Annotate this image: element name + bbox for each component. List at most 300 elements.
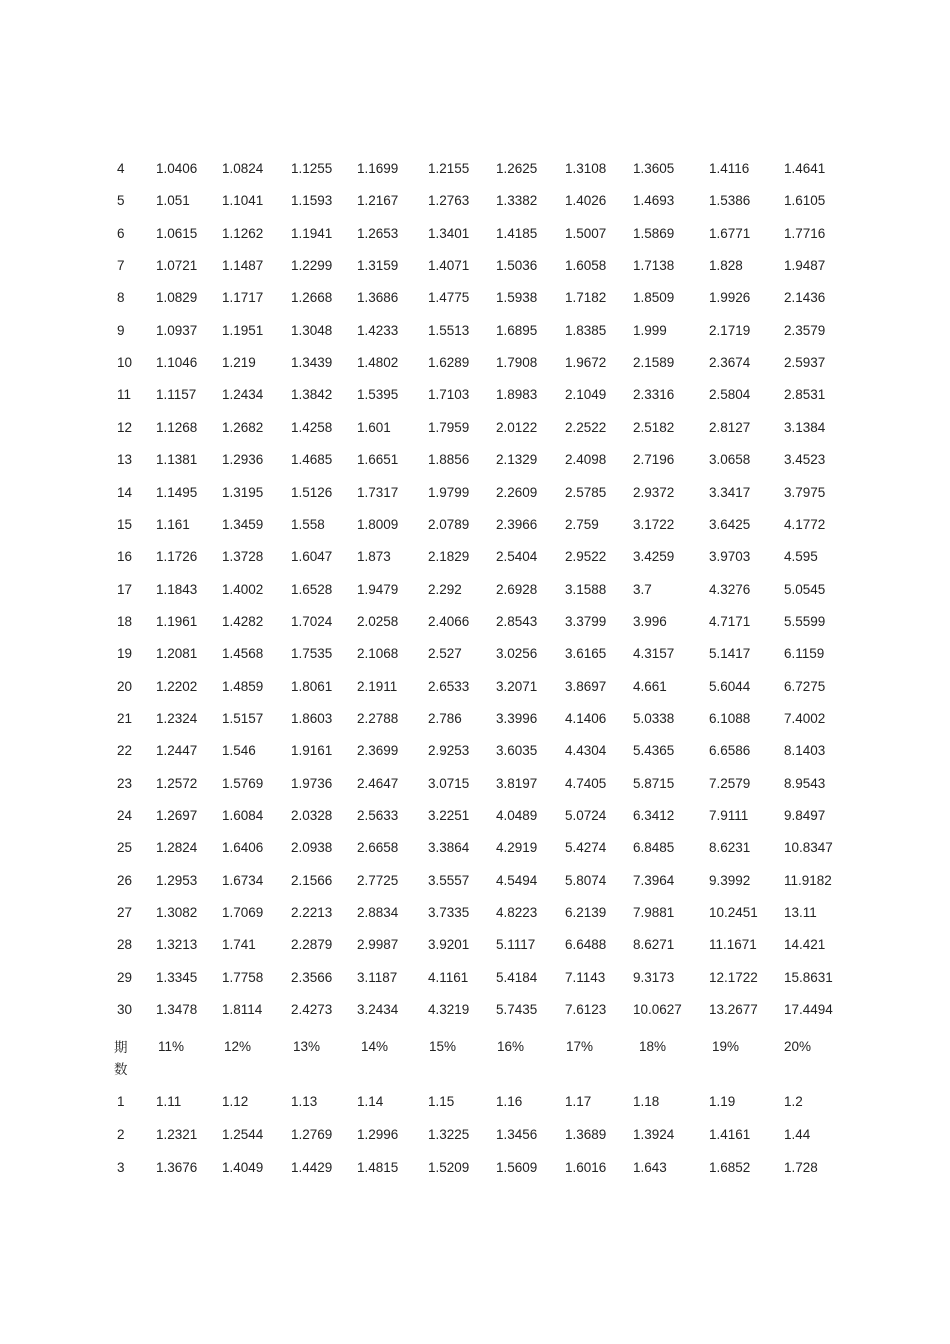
factor-cell: 1.0721 <box>156 258 198 274</box>
factor-cell: 1.3401 <box>428 225 470 241</box>
factor-cell: 1.7182 <box>565 290 607 306</box>
factor-cell: 1.4049 <box>222 1159 264 1175</box>
factor-cell: 1.3108 <box>565 161 607 176</box>
table-row <box>0 903 950 923</box>
period-header-line2: 数 <box>114 1062 128 1077</box>
factor-cell: 13.11 <box>784 905 817 921</box>
factor-cell: 3.8197 <box>496 775 538 791</box>
header-row <box>0 1037 950 1083</box>
factor-cell: 1.6406 <box>222 840 264 856</box>
factor-cell: 1.5126 <box>291 484 333 500</box>
factor-cell: 1.4116 <box>709 161 750 176</box>
factor-cell: 1.3048 <box>291 322 333 338</box>
factor-cell: 3.1187 <box>357 969 398 985</box>
factor-cell: 2.5633 <box>357 808 399 823</box>
factor-cell: 2.6928 <box>496 581 538 597</box>
factor-cell: 1.7716 <box>784 225 826 241</box>
factor-cell: 8.6271 <box>633 937 675 953</box>
factor-cell: 1.1381 <box>156 452 198 468</box>
factor-cell: 4.2919 <box>496 840 538 856</box>
factor-cell: 1.2668 <box>291 290 333 306</box>
period-cell: 25 <box>117 840 133 856</box>
period-cell: 19 <box>117 646 133 662</box>
rate-header-cell: 17% <box>566 1039 594 1054</box>
factor-cell: 1.4429 <box>291 1159 333 1175</box>
factor-cell: 1.5938 <box>496 290 538 306</box>
factor-cell: 1.3842 <box>291 387 333 403</box>
table-row <box>0 385 950 405</box>
factor-cell: 1.0824 <box>222 161 264 176</box>
factor-cell: 2.8127 <box>709 419 751 435</box>
table-row <box>0 256 950 276</box>
factor-cell: 5.4365 <box>633 743 675 759</box>
factor-cell: 1.9161 <box>291 743 333 759</box>
factor-cell: 1.5869 <box>633 225 675 241</box>
factor-cell: 2.0938 <box>291 840 333 856</box>
factor-cell: 7.6123 <box>565 1002 607 1018</box>
period-cell: 7 <box>117 258 125 274</box>
factor-cell: 2.3566 <box>291 969 333 985</box>
factor-cell: 6.7275 <box>784 678 826 694</box>
factor-cell: 4.7405 <box>565 775 607 791</box>
factor-cell: 1.6895 <box>496 322 538 338</box>
factor-cell: 1.12 <box>222 1094 249 1109</box>
rate-header-cell: 13% <box>293 1039 321 1054</box>
factor-cell: 1.3082 <box>156 905 198 921</box>
table-row <box>0 612 950 632</box>
factor-cell: 1.4859 <box>222 678 264 694</box>
factor-cell: 2.3579 <box>784 322 826 338</box>
factor-cell: 2.2879 <box>291 937 333 953</box>
table-row <box>0 515 950 535</box>
factor-cell: 3.6035 <box>496 743 538 759</box>
factor-cell: 6.2139 <box>565 905 607 921</box>
factor-cell: 1.3345 <box>156 969 198 985</box>
factor-cell: 12.1722 <box>709 969 758 985</box>
factor-cell: 3.9703 <box>709 549 751 565</box>
factor-cell: 1.6289 <box>428 355 470 371</box>
factor-cell: 5.6044 <box>709 678 751 694</box>
factor-cell: 1.8114 <box>222 1002 263 1018</box>
factor-cell: 3.7335 <box>428 905 470 921</box>
factor-cell: 1.0829 <box>156 290 198 306</box>
table-row <box>0 968 950 988</box>
table-row <box>0 709 950 729</box>
period-cell: 5 <box>117 193 125 209</box>
factor-cell: 1.8856 <box>428 452 470 468</box>
table-row <box>0 644 950 664</box>
factor-cell: 1.8603 <box>291 710 333 726</box>
factor-cell: 3.0256 <box>496 646 538 662</box>
factor-cell: 3.1588 <box>565 581 607 597</box>
factor-cell: 1.2324 <box>156 710 198 726</box>
factor-cell: 2.9987 <box>357 937 399 953</box>
rate-header-cell: 16% <box>497 1039 525 1054</box>
factor-cell: 10.2451 <box>709 905 758 921</box>
factor-cell: 1.4161 <box>709 1126 751 1142</box>
period-cell: 15 <box>117 516 133 532</box>
factor-cell: 1.1262 <box>222 225 264 241</box>
factor-cell: 1.18 <box>633 1094 660 1109</box>
factor-cell: 7.3964 <box>633 872 675 888</box>
factor-cell: 1.2081 <box>156 646 198 662</box>
factor-cell: 2.1436 <box>784 290 826 306</box>
factor-cell: 2.7725 <box>357 872 399 888</box>
period-cell: 9 <box>117 322 125 338</box>
factor-cell: 1.2763 <box>428 193 470 209</box>
table-row <box>0 353 950 373</box>
factor-cell: 3.9201 <box>428 937 470 953</box>
factor-cell: 1.9479 <box>357 581 399 597</box>
factor-cell: 2.1068 <box>357 646 399 662</box>
factor-cell: 1.2299 <box>291 258 333 274</box>
factor-cell: 1.8009 <box>357 516 399 532</box>
factor-cell: 5.0338 <box>633 710 675 726</box>
factor-cell: 3.2251 <box>428 808 470 823</box>
factor-cell: 3.3417 <box>709 484 751 500</box>
rate-header-cell: 18% <box>639 1039 667 1054</box>
table-row <box>0 224 950 244</box>
factor-cell: 1.741 <box>222 937 256 953</box>
factor-cell: 11.9182 <box>784 872 832 888</box>
factor-cell: 1.16 <box>496 1094 523 1109</box>
period-cell: 21 <box>117 710 133 726</box>
table-row <box>0 741 950 761</box>
factor-cell: 1.7024 <box>291 613 333 629</box>
factor-cell: 1.5513 <box>428 322 470 338</box>
factor-cell: 1.2544 <box>222 1126 264 1142</box>
factor-cell: 1.0406 <box>156 161 198 176</box>
factor-cell: 1.6016 <box>565 1159 607 1175</box>
factor-cell: 1.9799 <box>428 484 470 500</box>
factor-cell: 9.3992 <box>709 872 751 888</box>
factor-cell: 3.2071 <box>496 678 538 694</box>
factor-cell: 13.2677 <box>709 1002 758 1018</box>
period-cell: 24 <box>117 808 133 823</box>
factor-cell: 2.5404 <box>496 549 538 565</box>
factor-cell: 1.1699 <box>357 161 399 176</box>
factor-cell: 1.2682 <box>222 419 264 435</box>
factor-cell: 3.5557 <box>428 872 470 888</box>
factor-cell: 7.4002 <box>784 710 826 726</box>
factor-cell: 2.2609 <box>496 484 538 500</box>
factor-cell: 4.0489 <box>496 808 538 823</box>
factor-cell: 2.8531 <box>784 387 826 403</box>
table-row <box>0 191 950 211</box>
table-row <box>0 1000 950 1020</box>
factor-cell: 1.5386 <box>709 193 751 209</box>
period-cell: 3 <box>117 1159 125 1175</box>
factor-cell: 1.3689 <box>565 1126 607 1142</box>
factor-cell: 1.15 <box>428 1094 455 1109</box>
factor-cell: 11.1671 <box>709 937 757 953</box>
factor-cell: 6.3412 <box>633 808 675 823</box>
period-cell: 11 <box>117 387 132 403</box>
factor-cell: 1.2824 <box>156 840 198 856</box>
factor-cell: 2.0258 <box>357 613 399 629</box>
factor-cell: 2.6533 <box>428 678 470 694</box>
factor-cell: 4.3219 <box>428 1002 470 1018</box>
factor-cell: 1.1717 <box>222 290 264 306</box>
factor-cell: 5.7435 <box>496 1002 538 1018</box>
period-cell: 29 <box>117 969 133 985</box>
table-row <box>0 159 950 179</box>
factor-cell: 4.1406 <box>565 710 607 726</box>
factor-cell: 5.0545 <box>784 581 826 597</box>
table-row <box>0 774 950 794</box>
factor-cell: 4.7171 <box>709 613 751 629</box>
factor-cell: 1.19 <box>709 1094 736 1109</box>
factor-cell: 1.2996 <box>357 1126 399 1142</box>
factor-cell: 1.0937 <box>156 322 198 338</box>
factor-cell: 2.1589 <box>633 355 675 371</box>
factor-cell: 1.3924 <box>633 1126 675 1142</box>
factor-cell: 1.643 <box>633 1159 667 1175</box>
factor-cell: 1.7959 <box>428 419 470 435</box>
factor-cell: 5.4184 <box>496 969 538 985</box>
factor-cell: 8.6231 <box>709 840 751 856</box>
factor-cell: 7.2579 <box>709 775 751 791</box>
factor-cell: 3.1384 <box>784 419 826 435</box>
factor-cell: 1.5395 <box>357 387 399 403</box>
factor-cell: 1.3686 <box>357 290 399 306</box>
factor-cell: 3.3864 <box>428 840 470 856</box>
period-cell: 1 <box>117 1094 125 1109</box>
factor-cell: 1.3159 <box>357 258 399 274</box>
factor-cell: 1.14 <box>357 1094 384 1109</box>
factor-cell: 1.4233 <box>357 322 399 338</box>
factor-cell: 1.2653 <box>357 225 399 241</box>
factor-cell: 2.5804 <box>709 387 751 403</box>
factor-cell: 15.8631 <box>784 969 833 985</box>
rate-header-cell: 11% <box>158 1039 185 1054</box>
factor-cell: 1.7103 <box>428 387 470 403</box>
factor-cell: 2.3966 <box>496 516 538 532</box>
factor-cell: 1.5209 <box>428 1159 470 1175</box>
factor-cell: 1.7138 <box>633 258 675 274</box>
factor-cell: 1.5157 <box>222 710 264 726</box>
rate-header-cell: 14% <box>361 1039 389 1054</box>
factor-cell: 1.161 <box>156 516 190 532</box>
factor-cell: 2.4066 <box>428 613 470 629</box>
factor-cell: 1.999 <box>633 322 667 338</box>
factor-cell: 1.3382 <box>496 193 538 209</box>
factor-cell: 2.1719 <box>709 322 751 338</box>
factor-cell: 2.2522 <box>565 419 607 435</box>
period-header <box>114 1037 134 1081</box>
factor-cell: 2.1829 <box>428 549 470 565</box>
factor-cell: 5.1117 <box>496 937 536 953</box>
factor-cell: 1.7758 <box>222 969 264 985</box>
factor-cell: 5.5599 <box>784 613 826 629</box>
period-cell: 16 <box>117 549 133 565</box>
factor-cell: 17.4494 <box>784 1002 833 1018</box>
factor-cell: 3.7 <box>633 581 652 597</box>
factor-cell: 1.7317 <box>357 484 399 500</box>
factor-cell: 2.2788 <box>357 710 399 726</box>
factor-cell: 3.4523 <box>784 452 826 468</box>
factor-cell: 5.1417 <box>709 646 751 662</box>
period-cell: 26 <box>117 872 133 888</box>
factor-cell: 1.4002 <box>222 581 264 597</box>
factor-cell: 2.9253 <box>428 743 470 759</box>
factor-cell: 1.6734 <box>222 872 264 888</box>
factor-cell: 1.3478 <box>156 1002 198 1018</box>
factor-cell: 5.8074 <box>565 872 607 888</box>
factor-cell: 3.4259 <box>633 549 675 565</box>
factor-cell: 1.3456 <box>496 1126 538 1142</box>
factor-cell: 2.6658 <box>357 840 399 856</box>
factor-cell: 1.6528 <box>291 581 333 597</box>
period-cell: 30 <box>117 1002 133 1018</box>
factor-cell: 1.3439 <box>291 355 333 371</box>
factor-cell: 9.8497 <box>784 808 826 823</box>
factor-cell: 4.1161 <box>428 969 469 985</box>
factor-cell: 2.9522 <box>565 549 607 565</box>
factor-cell: 7.9881 <box>633 905 675 921</box>
factor-cell: 1.558 <box>291 516 325 532</box>
rate-header-cell: 19% <box>712 1039 740 1054</box>
factor-cell: 3.6425 <box>709 516 751 532</box>
factor-cell: 2.1329 <box>496 452 538 468</box>
factor-cell: 1.1941 <box>291 225 333 241</box>
factor-cell: 1.9736 <box>291 775 333 791</box>
factor-cell: 1.4641 <box>784 161 826 176</box>
table-row <box>0 547 950 567</box>
period-cell: 8 <box>117 290 125 306</box>
table-row <box>0 806 950 826</box>
factor-cell: 1.44 <box>784 1126 811 1142</box>
factor-cell: 1.1961 <box>156 613 198 629</box>
factor-cell: 4.1772 <box>784 516 826 532</box>
factor-cell: 8.9543 <box>784 775 826 791</box>
table-row <box>0 321 950 341</box>
factor-cell: 1.6651 <box>357 452 399 468</box>
factor-cell: 1.4693 <box>633 193 675 209</box>
factor-cell: 1.1593 <box>291 193 333 209</box>
factor-cell: 2.5785 <box>565 484 607 500</box>
period-cell: 23 <box>117 775 133 791</box>
factor-cell: 3.996 <box>633 613 667 629</box>
table-row <box>0 450 950 470</box>
factor-cell: 1.4185 <box>496 225 538 241</box>
factor-cell: 1.1495 <box>156 484 198 500</box>
factor-cell: 1.0615 <box>156 225 198 241</box>
table-row <box>0 580 950 600</box>
factor-cell: 4.3276 <box>709 581 751 597</box>
period-cell: 17 <box>117 581 133 597</box>
factor-cell: 3.6165 <box>565 646 607 662</box>
period-cell: 12 <box>117 419 133 435</box>
factor-cell: 9.3173 <box>633 969 675 985</box>
table-row <box>0 677 950 697</box>
factor-cell: 2.527 <box>428 646 462 662</box>
factor-cell: 1.7069 <box>222 905 264 921</box>
factor-cell: 1.4258 <box>291 419 333 435</box>
factor-cell: 1.6771 <box>709 225 751 241</box>
factor-cell: 3.3799 <box>565 613 607 629</box>
rate-header-cell: 20% <box>784 1039 812 1054</box>
factor-cell: 5.0724 <box>565 808 607 823</box>
period-cell: 28 <box>117 937 133 953</box>
factor-cell: 1.2321 <box>156 1126 198 1142</box>
factor-cell: 1.3605 <box>633 161 675 176</box>
period-cell: 13 <box>117 452 133 468</box>
factor-cell: 2.8834 <box>357 905 399 921</box>
period-header-line1: 期 <box>114 1040 128 1055</box>
factor-cell: 1.1041 <box>222 193 264 209</box>
factor-cell: 1.2447 <box>156 743 198 759</box>
factor-cell: 7.9111 <box>709 808 749 823</box>
factor-cell: 1.11 <box>156 1094 182 1109</box>
factor-cell: 1.3195 <box>222 484 264 500</box>
factor-cell: 1.828 <box>709 258 743 274</box>
table-row <box>0 871 950 891</box>
factor-cell: 1.17 <box>565 1094 592 1109</box>
table-row <box>0 418 950 438</box>
factor-cell: 1.4685 <box>291 452 333 468</box>
factor-cell: 1.1726 <box>156 549 198 565</box>
factor-cell: 2.4647 <box>357 775 399 791</box>
factor-cell: 1.6852 <box>709 1159 751 1175</box>
factor-cell: 10.8347 <box>784 840 833 856</box>
factor-cell: 2.292 <box>428 581 462 597</box>
factor-cell: 2.7196 <box>633 452 675 468</box>
period-cell: 18 <box>117 613 133 629</box>
factor-cell: 1.8983 <box>496 387 538 403</box>
factor-cell: 2.759 <box>565 516 599 532</box>
factor-cell: 1.9926 <box>709 290 751 306</box>
factor-cell: 1.1157 <box>156 387 197 403</box>
factor-cell: 1.4282 <box>222 613 264 629</box>
factor-cell: 6.8485 <box>633 840 675 856</box>
factor-cell: 8.1403 <box>784 743 826 759</box>
period-cell: 14 <box>117 484 133 500</box>
factor-cell: 3.7975 <box>784 484 826 500</box>
factor-cell: 1.2202 <box>156 678 198 694</box>
factor-cell: 3.0658 <box>709 452 751 468</box>
factor-cell: 1.728 <box>784 1159 818 1175</box>
factor-cell: 2.3699 <box>357 743 399 759</box>
factor-cell: 1.5007 <box>565 225 607 241</box>
factor-cell: 7.1143 <box>565 969 606 985</box>
factor-cell: 1.9672 <box>565 355 607 371</box>
table-row <box>0 483 950 503</box>
factor-cell: 4.5494 <box>496 872 538 888</box>
factor-cell: 2.1049 <box>565 387 607 403</box>
factor-cell: 14.421 <box>784 937 826 953</box>
factor-cell: 1.4071 <box>428 258 470 274</box>
factor-cell: 1.3728 <box>222 549 264 565</box>
factor-cell: 4.661 <box>633 678 667 694</box>
factor-cell: 1.8385 <box>565 322 607 338</box>
factor-cell: 1.4026 <box>565 193 607 209</box>
table-row <box>0 1092 950 1112</box>
factor-cell: 5.4274 <box>565 840 607 856</box>
factor-cell: 1.1487 <box>222 258 264 274</box>
factor-cell: 1.6084 <box>222 808 264 823</box>
factor-cell: 1.4815 <box>357 1159 399 1175</box>
rate-header-cell: 15% <box>429 1039 457 1054</box>
factor-cell: 1.2936 <box>222 452 264 468</box>
factor-cell: 1.2953 <box>156 872 198 888</box>
factor-cell: 4.595 <box>784 549 818 565</box>
factor-cell: 1.1046 <box>156 355 198 371</box>
factor-cell: 1.873 <box>357 549 391 565</box>
factor-cell: 1.601 <box>357 419 391 435</box>
period-cell: 2 <box>117 1126 125 1142</box>
factor-cell: 2.3674 <box>709 355 751 371</box>
